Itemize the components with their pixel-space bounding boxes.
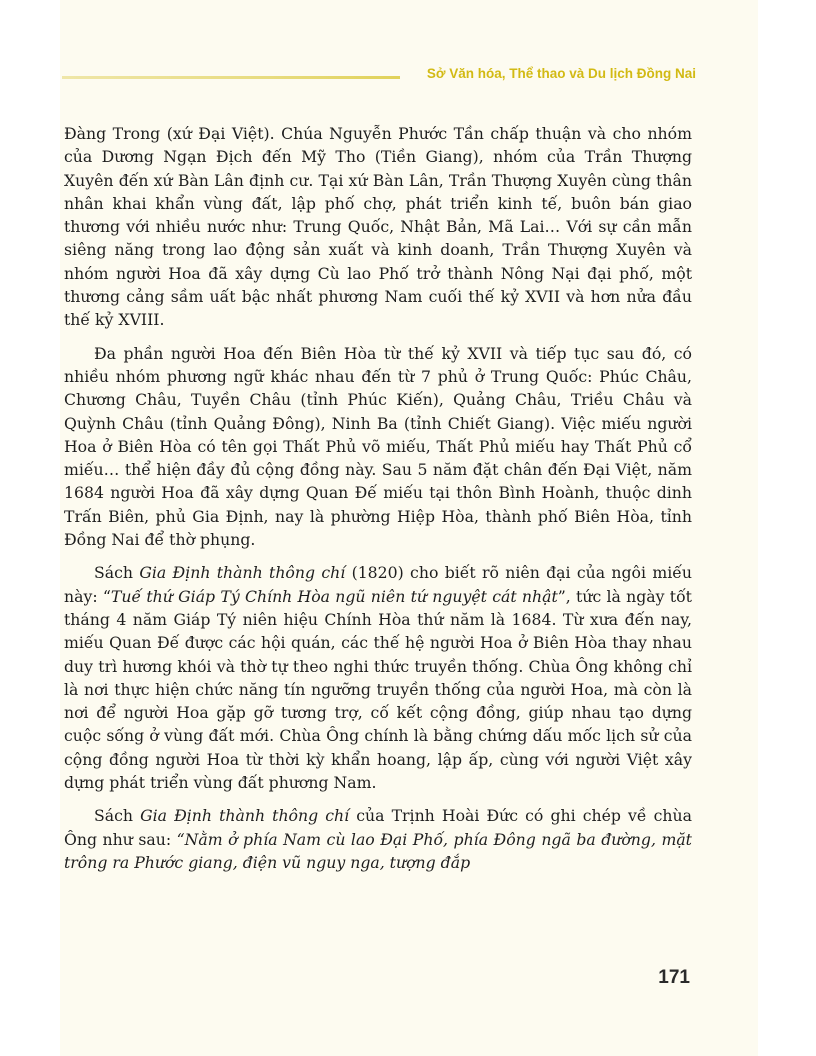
page-number: 171 (658, 967, 690, 988)
book-title: Gia Định thành thông chí (139, 563, 346, 583)
paragraph-4-text: của Trịnh Hoài Đức có ghi chép về chùa Ông như sau: (64, 806, 692, 849)
book-title: Gia Định thành thông chí (140, 806, 350, 826)
running-header: Sở Văn hóa, Thể thao và Du lịch Đồng Nai (426, 66, 696, 81)
quotation: Tuế thứ Giáp Tý Chính Hòa ngũ niên tứ nguyệt cát nhật (110, 586, 558, 606)
paragraph-4-text: Sách (94, 806, 141, 826)
paragraph-1: Đàng Trong (xứ Đại Việt). Chúa Nguyễn Phước Tần chấp thuận và cho nhóm của Dương Ngạn Địch đến Mỹ Tho (Tiền Giang), nhóm của Trần Thượng Xuyên đến xứ Bàn Lân định cư. Tại xứ Bàn Lân, Trần Thượng Xuyên cùng thân nhân khai khẩn vùng đất, lập phố chợ, phát triển kinh tế, buôn bán giao thương với nhiều nước như: Trung Quốc, Nhật Bản, Mã Lai… Với sự cần mẫn siêng năng trong lao động sản xuất và kinh doanh, Trần Thượng Xuyên và nhóm người Hoa đã xây dựng Cù lao Phố trở thành Nông Nại đại phố, một thương cảng sầm uất bậc nhất phương Nam cuối thế kỷ XVII và hơn nửa đầu thế kỷ XVIII. (64, 124, 692, 330)
paragraph-3-text: ”, tức là ngày tốt tháng 4 năm Giáp Tý niên hiệu Chính Hòa thứ năm là 1684. Từ xưa đến nay, miếu Quan Đế được các hội quán, các thế hệ người Hoa ở Biên Hòa thay nhau duy trì hương khói và thờ tự theo nghi thức truyền thống. Chùa Ông không chỉ là nơi thực hiện chức năng tín ngưỡng truyền thống của người Hoa, mà còn là nơi để người Hoa gặp gỡ tương trợ, cố kết cộng đồng, giúp nhau tạo dựng cuộc sống ở vùng đất mới. Chùa Ông chính là bằng chứng dấu mốc lịch sử của cộng đồng người Hoa từ thời kỳ khẩn hoang, lập ấp, cùng với người Việt xây dựng phát triển vùng đất phương Nam. (64, 586, 692, 793)
body-text (64, 122, 692, 884)
paragraph-4 (64, 804, 692, 874)
header-rule (62, 76, 400, 79)
quotation: “Nằm ở phía Nam cù lao Đại Phố, phía Đông ngã ba đường, mặt trông ra Phước giang, điện vũ nguy nga, tượng đắp (64, 829, 692, 872)
paragraph-3-text: Sách (94, 563, 140, 583)
paragraph-2: Đa phần người Hoa đến Biên Hòa từ thế kỷ XVII và tiếp tục sau đó, có nhiều nhóm phương ngữ khác nhau đến từ 7 phủ ở Trung Quốc: Phúc Châu, Chương Châu, Tuyền Châu (tỉnh Phúc Kiến), Quảng Châu, Triều Châu và Quỳnh Châu (tỉnh Quảng Đông), Ninh Ba (tỉnh Chiết Giang). Việc miếu người Hoa ở Biên Hòa có tên gọi Thất Phủ võ miếu, Thất Phủ miếu hay Thất Phủ cổ miếu… thể hiện đầy đủ cộng đồng này. Sau 5 năm đặt chân đến Đại Việt, năm 1684 người Hoa đã xây dựng Quan Đế miếu tại thôn Bình Hoành, thuộc dinh Trấn Biên, phủ Gia Định, nay là phường Hiệp Hòa, thành phố Biên Hòa, tỉnh Đồng Nai để thờ phụng. (64, 343, 692, 550)
paragraph-3-text: (1820) cho biết rõ niên đại của ngôi miếu này: “ (64, 563, 692, 606)
paragraph-3 (64, 561, 692, 794)
